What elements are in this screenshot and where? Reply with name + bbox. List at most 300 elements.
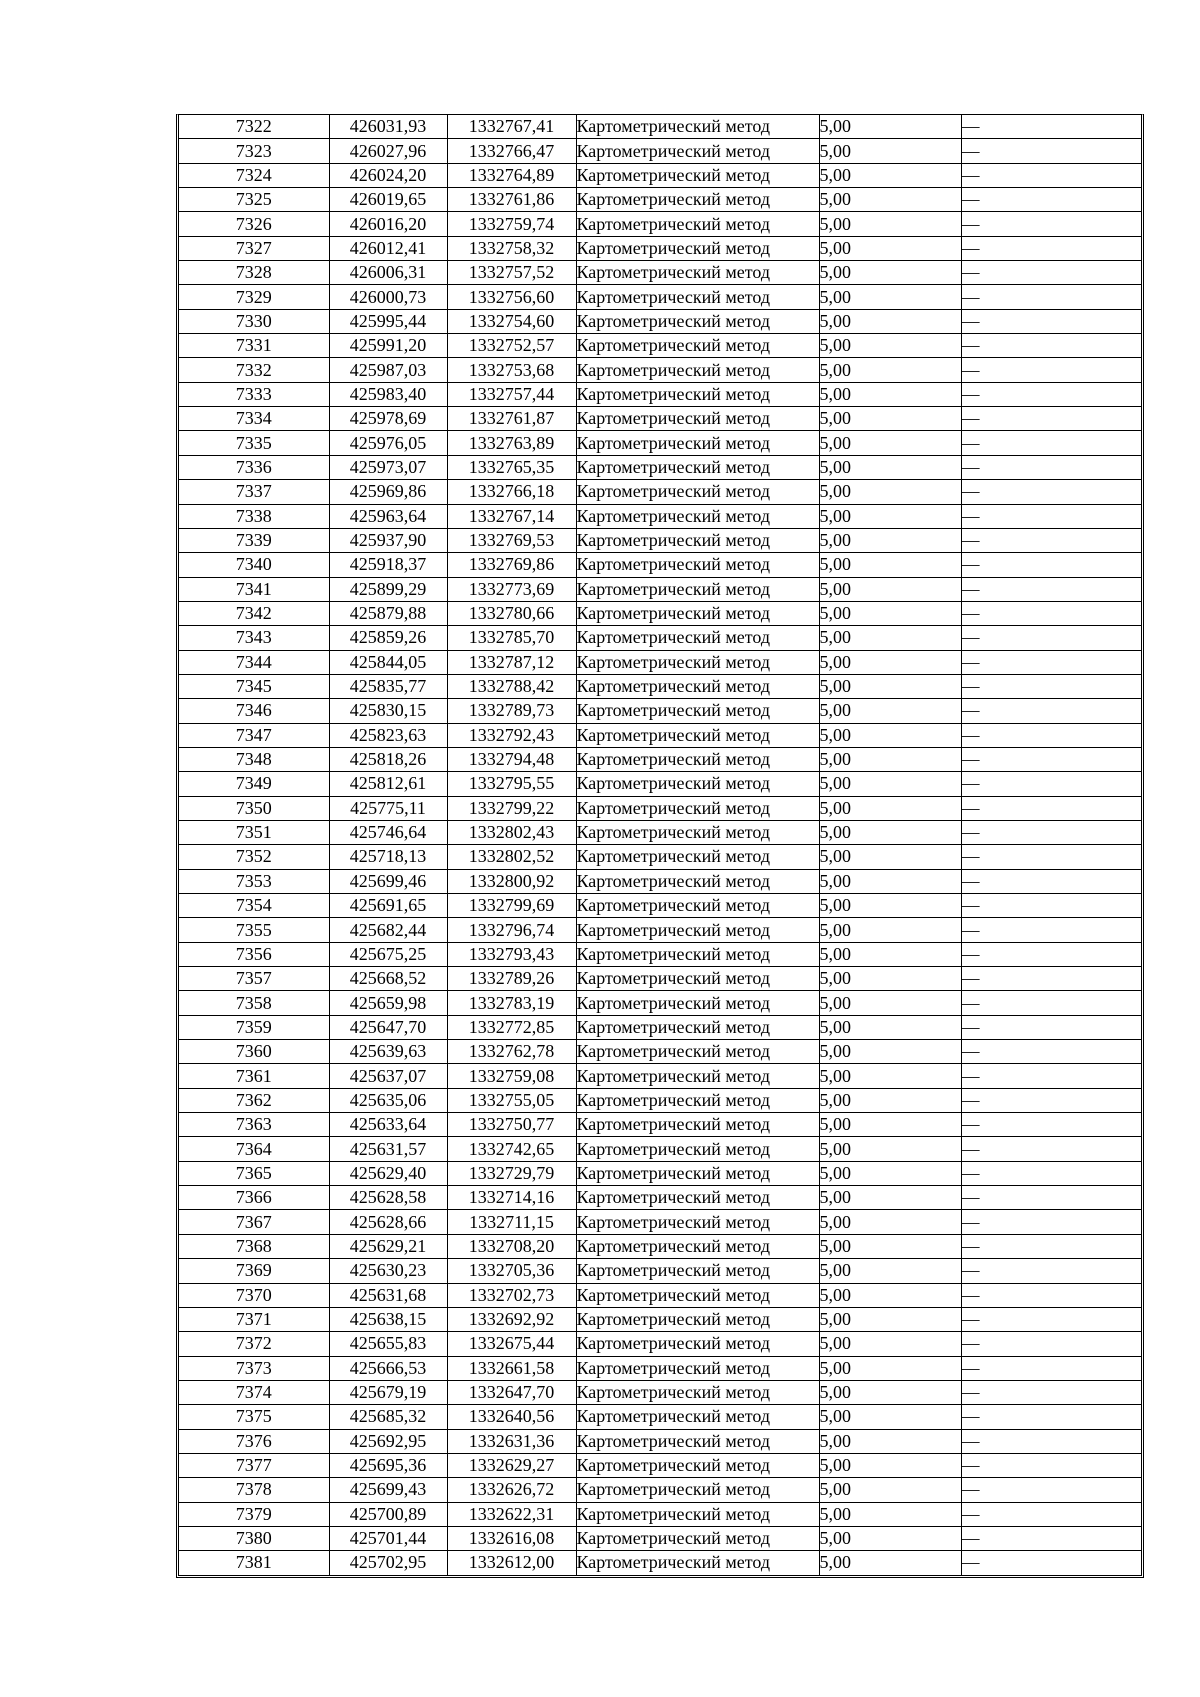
coordinates-table xyxy=(179,115,1141,1575)
y-coordinate-cell: 1332763,89 xyxy=(447,431,576,455)
point-number-cell: 7363 xyxy=(179,1113,329,1137)
method-cell: Картометрический метод xyxy=(576,480,819,504)
y-coordinate-cell: 1332629,27 xyxy=(447,1453,576,1477)
table-row xyxy=(179,163,1141,187)
method-cell: Картометрический метод xyxy=(576,1429,819,1453)
point-number-cell: 7353 xyxy=(179,869,329,893)
table-row xyxy=(179,358,1141,382)
accuracy-cell: 5,00 xyxy=(819,1356,961,1380)
point-number-cell: 7336 xyxy=(179,455,329,479)
method-cell: Картометрический метод xyxy=(576,1088,819,1112)
accuracy-cell: 5,00 xyxy=(819,455,961,479)
y-coordinate-cell: 1332729,79 xyxy=(447,1161,576,1185)
accuracy-cell: 5,00 xyxy=(819,869,961,893)
point-number-cell: 7361 xyxy=(179,1064,329,1088)
description-cell: — xyxy=(961,967,1141,991)
method-cell: Картометрический метод xyxy=(576,942,819,966)
coordinates-table-body xyxy=(179,115,1141,1575)
method-cell: Картометрический метод xyxy=(576,212,819,236)
method-cell: Картометрический метод xyxy=(576,382,819,406)
point-number-cell: 7337 xyxy=(179,480,329,504)
x-coordinate-cell: 425718,13 xyxy=(329,845,447,869)
accuracy-cell: 5,00 xyxy=(819,820,961,844)
accuracy-cell: 5,00 xyxy=(819,1453,961,1477)
x-coordinate-cell: 426027,96 xyxy=(329,139,447,163)
x-coordinate-cell: 425995,44 xyxy=(329,309,447,333)
table-row xyxy=(179,723,1141,747)
point-number-cell: 7381 xyxy=(179,1551,329,1575)
description-cell: — xyxy=(961,1502,1141,1526)
x-coordinate-cell: 426006,31 xyxy=(329,261,447,285)
table-row xyxy=(179,674,1141,698)
point-number-cell: 7371 xyxy=(179,1307,329,1331)
description-cell: — xyxy=(961,407,1141,431)
point-number-cell: 7326 xyxy=(179,212,329,236)
x-coordinate-cell: 425918,37 xyxy=(329,553,447,577)
y-coordinate-cell: 1332622,31 xyxy=(447,1502,576,1526)
method-cell: Картометрический метод xyxy=(576,674,819,698)
description-cell: — xyxy=(961,820,1141,844)
method-cell: Картометрический метод xyxy=(576,285,819,309)
y-coordinate-cell: 1332758,32 xyxy=(447,236,576,260)
x-coordinate-cell: 425699,43 xyxy=(329,1478,447,1502)
y-coordinate-cell: 1332714,16 xyxy=(447,1186,576,1210)
y-coordinate-cell: 1332631,36 xyxy=(447,1429,576,1453)
x-coordinate-cell: 425675,25 xyxy=(329,942,447,966)
point-number-cell: 7359 xyxy=(179,1015,329,1039)
description-cell: — xyxy=(961,1307,1141,1331)
table-row xyxy=(179,1137,1141,1161)
table-row xyxy=(179,139,1141,163)
table-row xyxy=(179,504,1141,528)
x-coordinate-cell: 426000,73 xyxy=(329,285,447,309)
description-cell: — xyxy=(961,1478,1141,1502)
y-coordinate-cell: 1332793,43 xyxy=(447,942,576,966)
method-cell: Картометрический метод xyxy=(576,918,819,942)
method-cell: Картометрический метод xyxy=(576,431,819,455)
y-coordinate-cell: 1332702,73 xyxy=(447,1283,576,1307)
x-coordinate-cell: 425775,11 xyxy=(329,796,447,820)
accuracy-cell: 5,00 xyxy=(819,1186,961,1210)
y-coordinate-cell: 1332794,48 xyxy=(447,747,576,771)
accuracy-cell: 5,00 xyxy=(819,1526,961,1550)
accuracy-cell: 5,00 xyxy=(819,772,961,796)
table-row xyxy=(179,1453,1141,1477)
accuracy-cell: 5,00 xyxy=(819,1040,961,1064)
description-cell: — xyxy=(961,1113,1141,1137)
y-coordinate-cell: 1332766,47 xyxy=(447,139,576,163)
point-number-cell: 7364 xyxy=(179,1137,329,1161)
x-coordinate-cell: 425983,40 xyxy=(329,382,447,406)
table-row xyxy=(179,407,1141,431)
table-row xyxy=(179,1551,1141,1575)
point-number-cell: 7370 xyxy=(179,1283,329,1307)
y-coordinate-cell: 1332789,26 xyxy=(447,967,576,991)
point-number-cell: 7352 xyxy=(179,845,329,869)
point-number-cell: 7328 xyxy=(179,261,329,285)
accuracy-cell: 5,00 xyxy=(819,1332,961,1356)
y-coordinate-cell: 1332692,92 xyxy=(447,1307,576,1331)
y-coordinate-cell: 1332800,92 xyxy=(447,869,576,893)
table-row xyxy=(179,1113,1141,1137)
method-cell: Картометрический метод xyxy=(576,1015,819,1039)
point-number-cell: 7342 xyxy=(179,601,329,625)
accuracy-cell: 5,00 xyxy=(819,236,961,260)
point-number-cell: 7360 xyxy=(179,1040,329,1064)
y-coordinate-cell: 1332757,44 xyxy=(447,382,576,406)
point-number-cell: 7343 xyxy=(179,626,329,650)
accuracy-cell: 5,00 xyxy=(819,334,961,358)
method-cell: Картометрический метод xyxy=(576,991,819,1015)
point-number-cell: 7380 xyxy=(179,1526,329,1550)
method-cell: Картометрический метод xyxy=(576,577,819,601)
point-number-cell: 7351 xyxy=(179,820,329,844)
x-coordinate-cell: 425647,70 xyxy=(329,1015,447,1039)
y-coordinate-cell: 1332757,52 xyxy=(447,261,576,285)
x-coordinate-cell: 425629,21 xyxy=(329,1234,447,1258)
table-row xyxy=(179,188,1141,212)
x-coordinate-cell: 426012,41 xyxy=(329,236,447,260)
point-number-cell: 7327 xyxy=(179,236,329,260)
method-cell: Картометрический метод xyxy=(576,163,819,187)
method-cell: Картометрический метод xyxy=(576,553,819,577)
method-cell: Картометрический метод xyxy=(576,601,819,625)
y-coordinate-cell: 1332796,74 xyxy=(447,918,576,942)
description-cell: — xyxy=(961,1380,1141,1404)
x-coordinate-cell: 425638,15 xyxy=(329,1307,447,1331)
description-cell: — xyxy=(961,1088,1141,1112)
y-coordinate-cell: 1332802,52 xyxy=(447,845,576,869)
x-coordinate-cell: 425633,64 xyxy=(329,1113,447,1137)
x-coordinate-cell: 425637,07 xyxy=(329,1064,447,1088)
table-row xyxy=(179,601,1141,625)
table-row xyxy=(179,1040,1141,1064)
method-cell: Картометрический метод xyxy=(576,1380,819,1404)
method-cell: Картометрический метод xyxy=(576,1161,819,1185)
point-number-cell: 7335 xyxy=(179,431,329,455)
x-coordinate-cell: 425830,15 xyxy=(329,699,447,723)
y-coordinate-cell: 1332769,53 xyxy=(447,528,576,552)
point-number-cell: 7349 xyxy=(179,772,329,796)
table-row xyxy=(179,1356,1141,1380)
y-coordinate-cell: 1332612,00 xyxy=(447,1551,576,1575)
point-number-cell: 7339 xyxy=(179,528,329,552)
x-coordinate-cell: 425818,26 xyxy=(329,747,447,771)
method-cell: Картометрический метод xyxy=(576,1526,819,1550)
table-row xyxy=(179,942,1141,966)
table-row xyxy=(179,455,1141,479)
method-cell: Картометрический метод xyxy=(576,747,819,771)
y-coordinate-cell: 1332788,42 xyxy=(447,674,576,698)
method-cell: Картометрический метод xyxy=(576,358,819,382)
description-cell: — xyxy=(961,796,1141,820)
description-cell: — xyxy=(961,1453,1141,1477)
accuracy-cell: 5,00 xyxy=(819,1088,961,1112)
description-cell: — xyxy=(961,723,1141,747)
accuracy-cell: 5,00 xyxy=(819,212,961,236)
table-row xyxy=(179,650,1141,674)
accuracy-cell: 5,00 xyxy=(819,1551,961,1575)
x-coordinate-cell: 425692,95 xyxy=(329,1429,447,1453)
table-row xyxy=(179,1088,1141,1112)
table-row xyxy=(179,1234,1141,1258)
y-coordinate-cell: 1332772,85 xyxy=(447,1015,576,1039)
x-coordinate-cell: 425628,66 xyxy=(329,1210,447,1234)
accuracy-cell: 5,00 xyxy=(819,1113,961,1137)
table-row xyxy=(179,1186,1141,1210)
point-number-cell: 7346 xyxy=(179,699,329,723)
x-coordinate-cell: 425991,20 xyxy=(329,334,447,358)
description-cell: — xyxy=(961,601,1141,625)
y-coordinate-cell: 1332773,69 xyxy=(447,577,576,601)
x-coordinate-cell: 425899,29 xyxy=(329,577,447,601)
method-cell: Картометрический метод xyxy=(576,1356,819,1380)
point-number-cell: 7348 xyxy=(179,747,329,771)
point-number-cell: 7367 xyxy=(179,1210,329,1234)
description-cell: — xyxy=(961,1015,1141,1039)
table-row xyxy=(179,796,1141,820)
description-cell: — xyxy=(961,188,1141,212)
method-cell: Картометрический метод xyxy=(576,626,819,650)
x-coordinate-cell: 425963,64 xyxy=(329,504,447,528)
table-row xyxy=(179,1526,1141,1550)
point-number-cell: 7334 xyxy=(179,407,329,431)
accuracy-cell: 5,00 xyxy=(819,845,961,869)
table-row xyxy=(179,480,1141,504)
y-coordinate-cell: 1332705,36 xyxy=(447,1259,576,1283)
description-cell: — xyxy=(961,894,1141,918)
method-cell: Картометрический метод xyxy=(576,528,819,552)
accuracy-cell: 5,00 xyxy=(819,1429,961,1453)
table-row xyxy=(179,212,1141,236)
y-coordinate-cell: 1332661,58 xyxy=(447,1356,576,1380)
description-cell: — xyxy=(961,163,1141,187)
y-coordinate-cell: 1332795,55 xyxy=(447,772,576,796)
description-cell: — xyxy=(961,480,1141,504)
method-cell: Картометрический метод xyxy=(576,845,819,869)
method-cell: Картометрический метод xyxy=(576,796,819,820)
x-coordinate-cell: 425659,98 xyxy=(329,991,447,1015)
y-coordinate-cell: 1332759,74 xyxy=(447,212,576,236)
description-cell: — xyxy=(961,358,1141,382)
x-coordinate-cell: 425973,07 xyxy=(329,455,447,479)
point-number-cell: 7372 xyxy=(179,1332,329,1356)
table-row xyxy=(179,1210,1141,1234)
y-coordinate-cell: 1332783,19 xyxy=(447,991,576,1015)
description-cell: — xyxy=(961,236,1141,260)
table-row xyxy=(179,334,1141,358)
description-cell: — xyxy=(961,528,1141,552)
x-coordinate-cell: 425987,03 xyxy=(329,358,447,382)
accuracy-cell: 5,00 xyxy=(819,601,961,625)
y-coordinate-cell: 1332792,43 xyxy=(447,723,576,747)
description-cell: — xyxy=(961,1429,1141,1453)
point-number-cell: 7324 xyxy=(179,163,329,187)
accuracy-cell: 5,00 xyxy=(819,431,961,455)
accuracy-cell: 5,00 xyxy=(819,1234,961,1258)
accuracy-cell: 5,00 xyxy=(819,358,961,382)
table-row xyxy=(179,285,1141,309)
x-coordinate-cell: 425679,19 xyxy=(329,1380,447,1404)
description-cell: — xyxy=(961,674,1141,698)
method-cell: Картометрический метод xyxy=(576,1064,819,1088)
description-cell: — xyxy=(961,1283,1141,1307)
accuracy-cell: 5,00 xyxy=(819,139,961,163)
y-coordinate-cell: 1332767,14 xyxy=(447,504,576,528)
table-row xyxy=(179,1478,1141,1502)
description-cell: — xyxy=(961,1161,1141,1185)
point-number-cell: 7369 xyxy=(179,1259,329,1283)
description-cell: — xyxy=(961,261,1141,285)
point-number-cell: 7374 xyxy=(179,1380,329,1404)
accuracy-cell: 5,00 xyxy=(819,1259,961,1283)
x-coordinate-cell: 425702,95 xyxy=(329,1551,447,1575)
point-number-cell: 7344 xyxy=(179,650,329,674)
table-row xyxy=(179,1064,1141,1088)
coordinates-table-frame xyxy=(176,114,1144,1578)
x-coordinate-cell: 425682,44 xyxy=(329,918,447,942)
method-cell: Картометрический метод xyxy=(576,1137,819,1161)
description-cell: — xyxy=(961,1405,1141,1429)
method-cell: Картометрический метод xyxy=(576,1307,819,1331)
point-number-cell: 7373 xyxy=(179,1356,329,1380)
point-number-cell: 7376 xyxy=(179,1429,329,1453)
y-coordinate-cell: 1332755,05 xyxy=(447,1088,576,1112)
x-coordinate-cell: 425639,63 xyxy=(329,1040,447,1064)
x-coordinate-cell: 425699,46 xyxy=(329,869,447,893)
description-cell: — xyxy=(961,1259,1141,1283)
description-cell: — xyxy=(961,845,1141,869)
accuracy-cell: 5,00 xyxy=(819,650,961,674)
table-row xyxy=(179,236,1141,260)
point-number-cell: 7325 xyxy=(179,188,329,212)
x-coordinate-cell: 425937,90 xyxy=(329,528,447,552)
x-coordinate-cell: 425655,83 xyxy=(329,1332,447,1356)
y-coordinate-cell: 1332753,68 xyxy=(447,358,576,382)
y-coordinate-cell: 1332647,70 xyxy=(447,1380,576,1404)
accuracy-cell: 5,00 xyxy=(819,309,961,333)
description-cell: — xyxy=(961,212,1141,236)
method-cell: Картометрический метод xyxy=(576,188,819,212)
method-cell: Картометрический метод xyxy=(576,1551,819,1575)
method-cell: Картометрический метод xyxy=(576,1210,819,1234)
description-cell: — xyxy=(961,1210,1141,1234)
point-number-cell: 7377 xyxy=(179,1453,329,1477)
accuracy-cell: 5,00 xyxy=(819,577,961,601)
accuracy-cell: 5,00 xyxy=(819,1015,961,1039)
x-coordinate-cell: 425879,88 xyxy=(329,601,447,625)
y-coordinate-cell: 1332711,15 xyxy=(447,1210,576,1234)
method-cell: Картометрический метод xyxy=(576,139,819,163)
accuracy-cell: 5,00 xyxy=(819,1380,961,1404)
x-coordinate-cell: 425823,63 xyxy=(329,723,447,747)
accuracy-cell: 5,00 xyxy=(819,991,961,1015)
y-coordinate-cell: 1332761,87 xyxy=(447,407,576,431)
method-cell: Картометрический метод xyxy=(576,1453,819,1477)
description-cell: — xyxy=(961,504,1141,528)
method-cell: Картометрический метод xyxy=(576,650,819,674)
description-cell: — xyxy=(961,772,1141,796)
point-number-cell: 7323 xyxy=(179,139,329,163)
x-coordinate-cell: 425812,61 xyxy=(329,772,447,796)
description-cell: — xyxy=(961,139,1141,163)
table-row xyxy=(179,869,1141,893)
description-cell: — xyxy=(961,1332,1141,1356)
accuracy-cell: 5,00 xyxy=(819,1064,961,1088)
x-coordinate-cell: 425630,23 xyxy=(329,1259,447,1283)
table-row xyxy=(179,115,1141,139)
table-row xyxy=(179,1405,1141,1429)
table-row xyxy=(179,1015,1141,1039)
x-coordinate-cell: 426019,65 xyxy=(329,188,447,212)
point-number-cell: 7338 xyxy=(179,504,329,528)
table-row xyxy=(179,261,1141,285)
point-number-cell: 7347 xyxy=(179,723,329,747)
x-coordinate-cell: 425631,68 xyxy=(329,1283,447,1307)
method-cell: Картометрический метод xyxy=(576,894,819,918)
accuracy-cell: 5,00 xyxy=(819,553,961,577)
x-coordinate-cell: 425631,57 xyxy=(329,1137,447,1161)
description-cell: — xyxy=(961,1137,1141,1161)
point-number-cell: 7340 xyxy=(179,553,329,577)
description-cell: — xyxy=(961,1526,1141,1550)
x-coordinate-cell: 425685,32 xyxy=(329,1405,447,1429)
method-cell: Картометрический метод xyxy=(576,820,819,844)
description-cell: — xyxy=(961,285,1141,309)
table-row xyxy=(179,1307,1141,1331)
description-cell: — xyxy=(961,1551,1141,1575)
description-cell: — xyxy=(961,577,1141,601)
y-coordinate-cell: 1332769,86 xyxy=(447,553,576,577)
accuracy-cell: 5,00 xyxy=(819,382,961,406)
point-number-cell: 7368 xyxy=(179,1234,329,1258)
table-row xyxy=(179,1259,1141,1283)
x-coordinate-cell: 425666,53 xyxy=(329,1356,447,1380)
description-cell: — xyxy=(961,869,1141,893)
x-coordinate-cell: 425844,05 xyxy=(329,650,447,674)
accuracy-cell: 5,00 xyxy=(819,1307,961,1331)
point-number-cell: 7332 xyxy=(179,358,329,382)
accuracy-cell: 5,00 xyxy=(819,480,961,504)
table-row xyxy=(179,699,1141,723)
point-number-cell: 7379 xyxy=(179,1502,329,1526)
description-cell: — xyxy=(961,334,1141,358)
table-row xyxy=(179,553,1141,577)
accuracy-cell: 5,00 xyxy=(819,1137,961,1161)
description-cell: — xyxy=(961,1040,1141,1064)
method-cell: Картометрический метод xyxy=(576,772,819,796)
description-cell: — xyxy=(961,1356,1141,1380)
accuracy-cell: 5,00 xyxy=(819,261,961,285)
table-row xyxy=(179,431,1141,455)
description-cell: — xyxy=(961,1064,1141,1088)
accuracy-cell: 5,00 xyxy=(819,626,961,650)
method-cell: Картометрический метод xyxy=(576,1113,819,1137)
accuracy-cell: 5,00 xyxy=(819,1502,961,1526)
accuracy-cell: 5,00 xyxy=(819,1283,961,1307)
description-cell: — xyxy=(961,1186,1141,1210)
y-coordinate-cell: 1332789,73 xyxy=(447,699,576,723)
y-coordinate-cell: 1332756,60 xyxy=(447,285,576,309)
table-row xyxy=(179,967,1141,991)
x-coordinate-cell: 425835,77 xyxy=(329,674,447,698)
accuracy-cell: 5,00 xyxy=(819,1405,961,1429)
table-row xyxy=(179,1502,1141,1526)
method-cell: Картометрический метод xyxy=(576,1332,819,1356)
x-coordinate-cell: 425976,05 xyxy=(329,431,447,455)
y-coordinate-cell: 1332764,89 xyxy=(447,163,576,187)
point-number-cell: 7345 xyxy=(179,674,329,698)
